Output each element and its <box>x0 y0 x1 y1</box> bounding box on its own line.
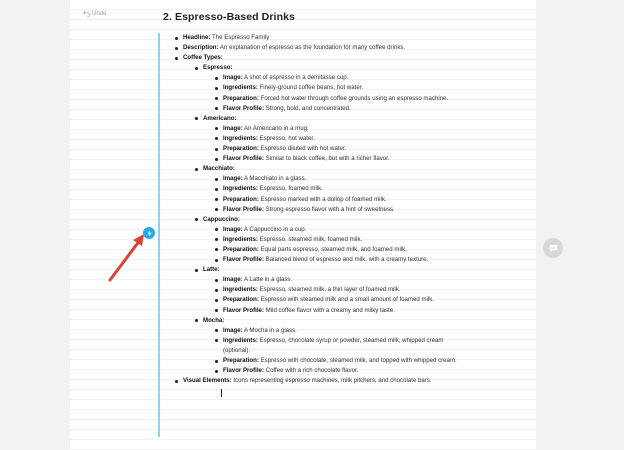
coffee-prop-item[interactable] <box>165 306 465 316</box>
prop-label: Flavor Profile: <box>223 155 264 163</box>
coffee-prop-item[interactable] <box>165 205 465 215</box>
coffee-prop-item[interactable] <box>165 83 465 93</box>
prop-value: Coffee with a rich chocolate flavor. <box>263 367 359 375</box>
document-content[interactable] <box>165 33 465 386</box>
prop-label: Ingredients: <box>223 235 258 243</box>
coffee-prop-item[interactable] <box>165 255 465 265</box>
prop-value: Espresso, foamed milk. <box>257 185 323 193</box>
coffee-prop-item[interactable] <box>165 154 465 164</box>
prop-value: A Mocha in a glass. <box>242 326 297 334</box>
prop-value: Balanced blend of espresso and milk, with a creamy texture. <box>263 256 429 264</box>
list-item[interactable] <box>165 33 465 43</box>
coffee-prop-item[interactable] <box>165 73 465 83</box>
prop-label: Preparation: <box>223 195 259 203</box>
coffee-type-name: Cappuccino: <box>203 215 240 223</box>
prop-label: Preparation: <box>223 357 259 364</box>
prop-label: Image: <box>223 74 243 82</box>
prop-label: Preparation: <box>223 296 259 304</box>
prop-value: Espresso diluted with hot water. <box>258 145 347 153</box>
prop-label: Preparation: <box>223 145 259 153</box>
prop-value: Espresso, steamed milk, foamed milk. <box>257 235 363 243</box>
coffee-type-props <box>165 275 465 315</box>
prop-value: Espresso, hot water. <box>257 134 315 142</box>
coffee-type-item[interactable] <box>165 316 465 377</box>
prop-label: Image: <box>223 225 243 233</box>
coffee-type-props <box>165 174 465 214</box>
prop-label: Preparation: <box>223 94 259 102</box>
prop-label: Image: <box>223 175 243 183</box>
prop-value: Espresso, chocolate syrup or powder, steamed milk, whipped cream (optional). <box>223 336 444 354</box>
prop-label: Flavor Profile: <box>223 104 264 112</box>
prop-label: Ingredients: <box>223 336 258 344</box>
coffee-prop-item[interactable] <box>165 326 465 336</box>
coffee-type-item[interactable] <box>165 265 465 315</box>
coffee-prop-item[interactable] <box>165 94 465 104</box>
prop-value: Espresso marked with a dollop of foamed milk. <box>258 195 387 203</box>
headline-label: Headline: <box>183 34 211 41</box>
prop-value: A shot of espresso in a demitasse cup. <box>242 74 349 82</box>
prop-label: Image: <box>223 124 243 132</box>
prop-value: A Cappuccino in a cup. <box>242 225 307 233</box>
section-title[interactable]: 2. Espresso-Based Drinks <box>163 11 295 23</box>
coffee-type-name: Americano: <box>203 114 237 122</box>
prop-value: A Macchiato in a glass. <box>242 175 307 183</box>
outline-list <box>165 33 465 386</box>
list-item[interactable] <box>165 43 465 53</box>
prop-value: Forced hot water through coffee grounds using an espresso machine. <box>258 94 449 102</box>
prop-value: Strong espresso flavor with a hint of sweetness. <box>263 205 395 213</box>
list-item[interactable] <box>165 53 465 376</box>
visual-elements-value: Icons representing espresso machines, milk pitchers, and chocolate bars. <box>231 377 432 385</box>
coffee-type-item[interactable] <box>165 63 465 113</box>
comment-button[interactable] <box>543 238 563 258</box>
undo-label: Undo <box>92 10 107 17</box>
coffee-type-name: Mocha: <box>203 316 225 324</box>
coffee-types-label: Coffee Types: <box>183 54 223 62</box>
headline-value: The Espresso Family <box>210 34 270 41</box>
prop-label: Ingredients: <box>223 84 258 92</box>
coffee-prop-item[interactable] <box>165 104 465 114</box>
prop-label: Flavor Profile: <box>223 306 264 314</box>
visual-elements-label: Visual Elements: <box>183 377 232 385</box>
coffee-prop-item[interactable] <box>165 245 465 255</box>
prop-value: An Americano in a mug. <box>242 124 309 132</box>
undo-button[interactable] <box>83 10 106 17</box>
description-value: An explanation of espresso as the foundation for many coffee drinks. <box>218 44 406 52</box>
prop-label: Ingredients: <box>223 134 258 142</box>
coffee-type-props <box>165 225 465 265</box>
coffee-prop-item[interactable] <box>165 336 465 356</box>
coffee-prop-item[interactable] <box>165 184 465 194</box>
coffee-prop-item[interactable] <box>165 275 465 285</box>
prop-label: Flavor Profile: <box>223 367 264 375</box>
coffee-type-item[interactable] <box>165 114 465 164</box>
coffee-type-props <box>165 326 465 376</box>
coffee-type-name: Latte: <box>203 266 220 274</box>
coffee-type-name: Espresso: <box>203 64 233 72</box>
coffee-type-props <box>165 124 465 164</box>
prop-label: Ingredients: <box>223 185 258 193</box>
prop-value: Espresso, steamed milk, a thin layer of foamed milk. <box>257 286 401 294</box>
coffee-prop-item[interactable] <box>165 144 465 154</box>
description-label: Description: <box>183 44 219 52</box>
text-cursor <box>221 389 222 397</box>
prop-label: Flavor Profile: <box>223 205 264 213</box>
coffee-prop-item[interactable] <box>165 134 465 144</box>
prop-label: Image: <box>223 276 243 284</box>
red-arrow-annotation <box>100 230 160 290</box>
prop-value: Espresso with steamed milk and a small amount of foamed milk. <box>258 296 435 304</box>
coffee-type-item[interactable] <box>165 215 465 265</box>
prop-value: Similar to black coffee, but with a richer flavor. <box>263 155 390 163</box>
lightning-icon <box>146 230 153 237</box>
coffee-prop-item[interactable] <box>165 235 465 245</box>
prop-value: Finely-ground coffee beans, hot water. <box>257 84 364 92</box>
prop-label: Ingredients: <box>223 286 258 294</box>
comment-icon <box>549 244 558 253</box>
prop-value: Strong, bold, and concentrated. <box>263 104 351 112</box>
coffee-prop-item[interactable] <box>165 356 465 366</box>
prop-value: Mild coffee flavor with a creamy and milky taste. <box>263 306 395 314</box>
coffee-prop-item[interactable] <box>165 195 465 205</box>
prop-label: Preparation: <box>223 245 259 253</box>
coffee-type-name: Macchiato: <box>203 165 235 173</box>
ai-action-button[interactable] <box>143 227 155 239</box>
coffee-prop-item[interactable] <box>165 285 465 295</box>
coffee-type-item[interactable] <box>165 164 465 214</box>
undo-icon <box>83 10 90 17</box>
prop-value: A Latte in a glass. <box>242 276 293 284</box>
coffee-type-props <box>165 73 465 113</box>
coffee-prop-item[interactable] <box>165 366 465 376</box>
prop-label: Flavor Profile: <box>223 256 264 264</box>
prop-value: Equal parts espresso, steamed milk, and foamed milk. <box>258 245 407 253</box>
coffee-prop-item[interactable] <box>165 174 465 184</box>
prop-value: Espresso with chocolate, steamed milk, and topped with whipped cream. <box>258 357 457 364</box>
coffee-types-list <box>165 63 465 376</box>
coffee-prop-item[interactable] <box>165 225 465 235</box>
coffee-prop-item[interactable] <box>165 295 465 305</box>
list-item[interactable] <box>165 376 465 386</box>
coffee-prop-item[interactable] <box>165 124 465 134</box>
prop-label: Image: <box>223 326 243 334</box>
